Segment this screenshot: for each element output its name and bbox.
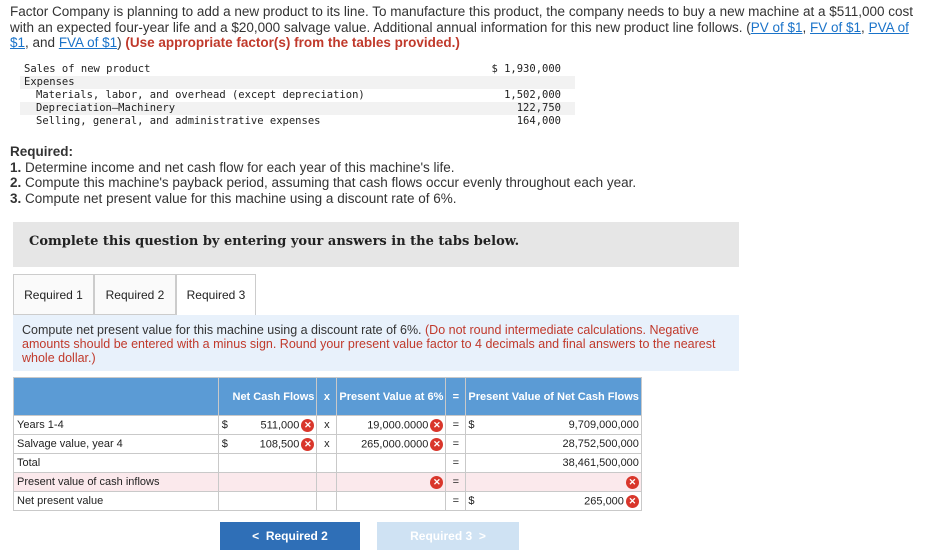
fin-row-depreciation: Depreciation—Machinery 122,750 [20, 102, 575, 115]
instructions-banner: Complete this question by entering your answers in the tabs below. [13, 222, 739, 267]
problem-intro: Factor Company is planning to add a new product to its line. To manufacture this product, the company needs to buy a new machine at a $511,000 cost with an expected four-year life and a $20,000 salvage value. Additional annual information for this new product line follows. (PV of $1, FV of $1, PVA of $1, and FVA of $1) (Use appropriate factor(s) from the tables provided.) [10, 4, 914, 50]
table-row: Years 1-4 $ 511,000 ✕ x 19,000.0000 ✕ = $ 9,709,000,000 [14, 416, 642, 435]
table-row: Total = 38,461,500,000 [14, 454, 642, 473]
factor-hint: (Use appropriate factor(s) from the tables provided.) [125, 35, 460, 50]
fin-row-expenses: Expenses [20, 76, 575, 89]
npv-header-row [14, 378, 642, 416]
required-item-1: 1. Determine income and net cash flow for each year of this machine's life. [10, 159, 455, 175]
pv-factor-input[interactable]: 19,000.0000 ✕ [337, 416, 446, 435]
total-input[interactable]: 38,461,500,000 [466, 454, 642, 473]
ncf-input[interactable]: 108,500 ✕ [231, 435, 317, 454]
table-row: Net present value = $ 265,000 ✕ [14, 492, 642, 511]
table-row: Present value of cash inflows ✕ = ✕ [14, 473, 642, 492]
wrong-icon: ✕ [301, 419, 314, 432]
pv-inflows-input[interactable] [466, 473, 642, 492]
chevron-left-icon: < [252, 529, 260, 543]
link-pv[interactable]: PV of $1 [750, 19, 803, 35]
link-fva[interactable]: FVA of $1 [58, 35, 118, 50]
wrong-icon: ✕ [430, 438, 443, 451]
ncf-input[interactable]: 511,000 ✕ [231, 416, 317, 435]
wrong-icon: ✕ [626, 476, 639, 489]
row-label: Salvage value, year 4 [14, 435, 219, 454]
pv-net-input[interactable]: 28,752,500,000 [466, 435, 642, 454]
table-row: Salvage value, year 4 $ 108,500 ✕ x 265,000.0000 ✕ = 28,752,500,000 [14, 435, 642, 454]
required-item-2: 2. Compute this machine's payback period, assuming that cash flows occur evenly throughout each year. [10, 175, 637, 190]
link-fv[interactable]: FV of $1 [810, 19, 862, 35]
row-label: Total [14, 454, 219, 473]
tab-instruction: Compute net present value for this machine using a discount rate of 6%. (Do not round intermediate calculations. Negative amounts should be entered with a minus sign. Round your present value factor to 4 decimals and final answers to the nearest whole dollar.) [13, 315, 739, 371]
wrong-icon: ✕ [430, 476, 443, 489]
financial-info-table [20, 63, 575, 128]
header-pv-net: Present Value of Net Cash Flows [466, 378, 642, 416]
fin-row-sga: Selling, general, and administrative expenses 164,000 [36, 115, 561, 127]
prev-button[interactable]: < Required 2 [220, 522, 360, 550]
header-net-cash-flows: Net Cash Flows [231, 378, 317, 416]
required-item-3: 3. Compute net present value for this machine using a discount rate of 6%. [10, 190, 457, 206]
chevron-right-icon: > [478, 529, 486, 543]
row-label: Present value of cash inflows [14, 473, 219, 492]
tab-required-3[interactable]: Required 3 [176, 274, 256, 316]
header-pv-at: Present Value at 6% [337, 378, 446, 416]
required-section [10, 144, 636, 206]
link-pva[interactable]: PVA of $1 [10, 19, 909, 50]
fin-row-sales: Sales of new product $ 1,930,000 [24, 63, 561, 75]
header-x: x [317, 378, 337, 416]
tab-required-2[interactable]: Required 2 [94, 274, 176, 315]
pv-factor-input[interactable]: 265,000.0000 ✕ [337, 435, 446, 454]
row-label: Net present value [14, 492, 219, 511]
wrong-icon: ✕ [301, 438, 314, 451]
pv-net-input[interactable]: $ 9,709,000,000 [466, 416, 642, 435]
header-eq: = [446, 378, 466, 416]
tab-required-1[interactable]: Required 1 [13, 274, 94, 315]
npv-table [13, 377, 642, 511]
required-heading: Required: [10, 144, 74, 159]
row-label: Years 1-4 [14, 416, 219, 435]
wrong-icon: ✕ [430, 419, 443, 432]
fin-row-materials: Materials, labor, and overhead (except depreciation) 1,502,000 [36, 89, 561, 101]
wrong-icon: ✕ [626, 495, 639, 508]
next-button[interactable]: Required 3 > [377, 522, 519, 550]
npv-input[interactable]: $ 265,000 ✕ [466, 492, 642, 511]
